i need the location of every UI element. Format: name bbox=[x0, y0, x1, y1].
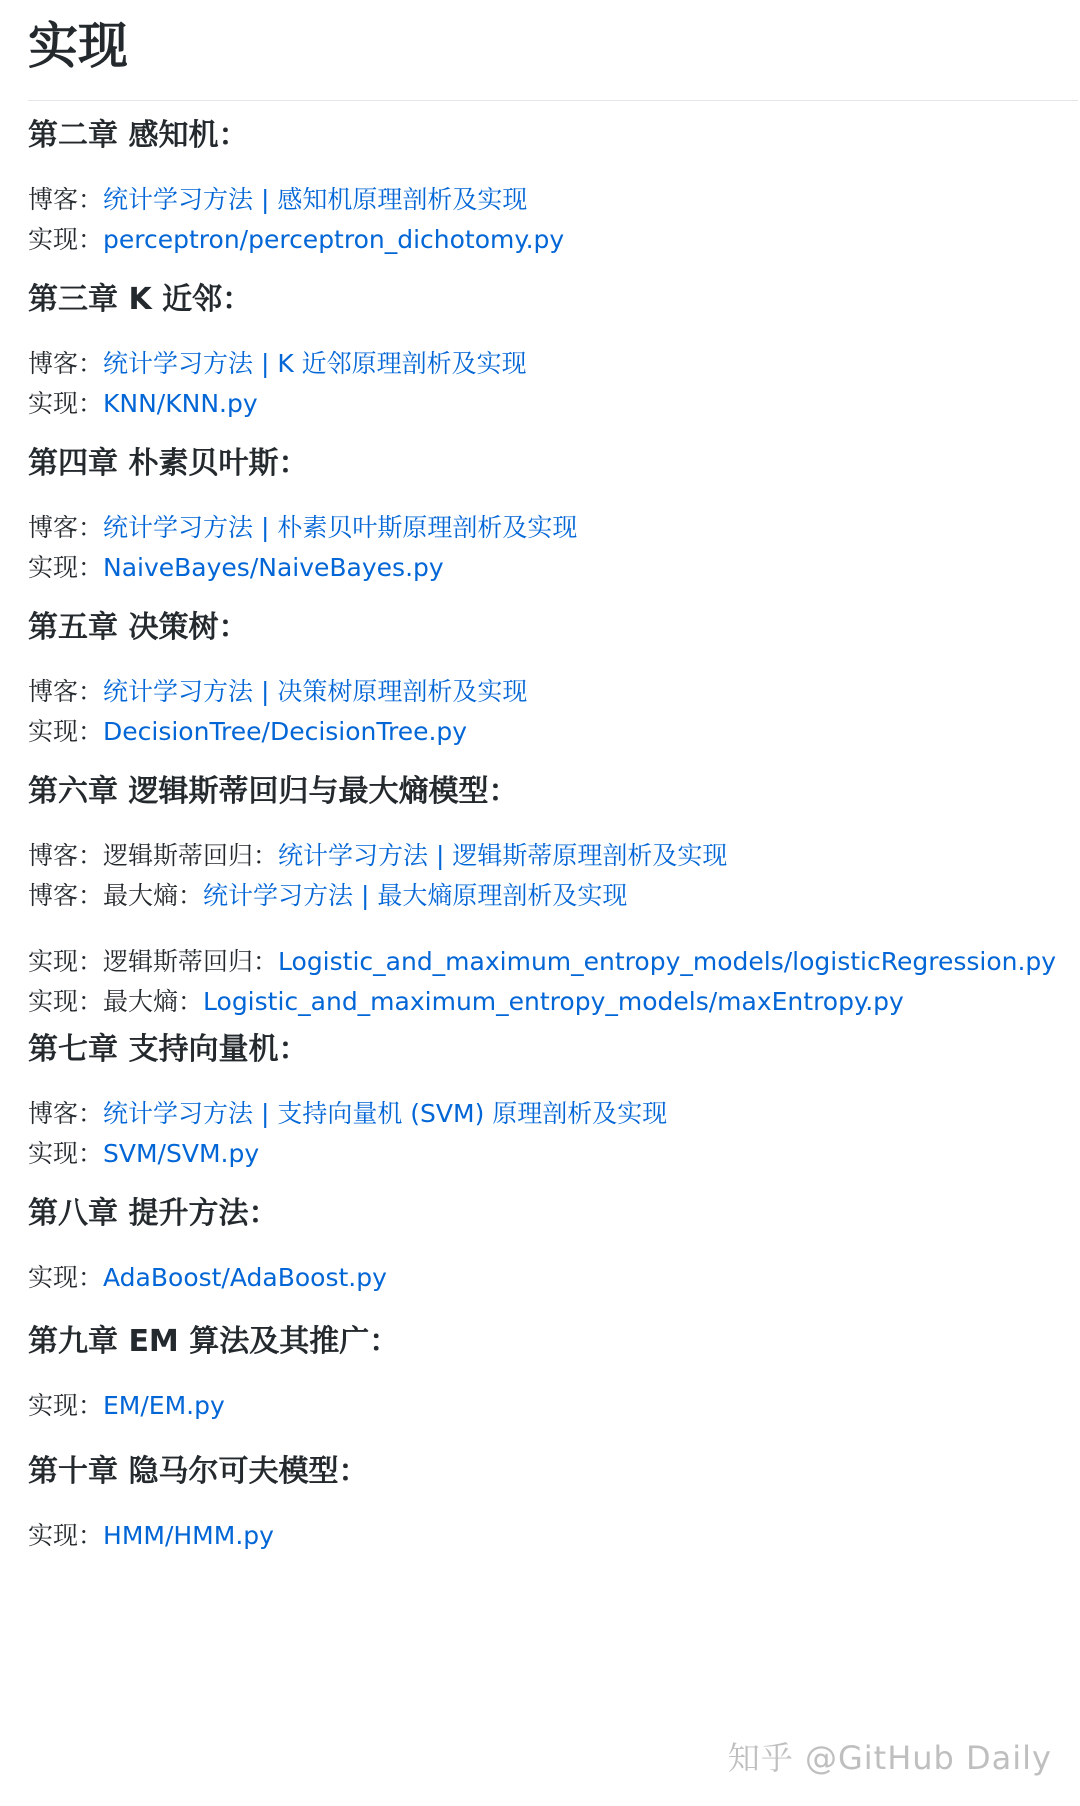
chapter-link[interactable]: perceptron/perceptron_dichotomy.py bbox=[103, 225, 565, 254]
row-sub-label: 逻辑斯蒂回归： bbox=[103, 841, 279, 870]
chapter-row bbox=[28, 672, 527, 712]
chapter-heading: 第四章 朴素贝叶斯： bbox=[28, 446, 309, 481]
chapter-link[interactable]: 统计学习方法 | 朴素贝叶斯原理剖析及实现 bbox=[103, 513, 578, 542]
chapter-link-group bbox=[28, 1386, 399, 1426]
chapter-link[interactable]: 统计学习方法 | 逻辑斯蒂原理剖析及实现 bbox=[278, 841, 728, 870]
row-prefix-label: 实现： bbox=[28, 1139, 104, 1168]
chapter-link[interactable]: 统计学习方法 | K 近邻原理剖析及实现 bbox=[103, 349, 527, 378]
chapter-link-group bbox=[28, 508, 577, 588]
chapter-row bbox=[28, 220, 564, 260]
chapter-link-group bbox=[28, 344, 527, 424]
row-prefix-label: 实现： bbox=[28, 1521, 104, 1550]
chapter-row bbox=[28, 548, 577, 588]
chapter-row bbox=[28, 384, 527, 424]
row-prefix-label: 博客： bbox=[28, 513, 104, 542]
row-prefix-label: 博客： bbox=[28, 185, 104, 214]
row-prefix-label: 实现： bbox=[28, 225, 104, 254]
row-prefix-label: 实现： bbox=[28, 987, 104, 1016]
chapter-link[interactable]: AdaBoost/AdaBoost.py bbox=[103, 1263, 387, 1292]
row-prefix-label: 博客： bbox=[28, 881, 104, 910]
row-prefix-label: 实现： bbox=[28, 553, 104, 582]
watermark: 知乎 @GitHub Daily bbox=[727, 1739, 1052, 1777]
chapter-section bbox=[28, 1030, 667, 1174]
chapter-section bbox=[28, 444, 577, 588]
chapter-link[interactable]: EM/EM.py bbox=[103, 1391, 225, 1420]
chapter-row bbox=[28, 942, 1056, 982]
chapter-link-group bbox=[28, 1258, 387, 1298]
row-prefix-label: 实现： bbox=[28, 389, 104, 418]
row-prefix-label: 实现： bbox=[28, 1263, 104, 1292]
chapter-link[interactable]: KNN/KNN.py bbox=[103, 389, 258, 418]
chapter-heading: 第六章 逻辑斯蒂回归与最大熵模型： bbox=[28, 774, 519, 809]
chapter-link[interactable]: DecisionTree/DecisionTree.py bbox=[103, 717, 468, 746]
chapter-section bbox=[28, 1452, 368, 1556]
chapter-section bbox=[28, 116, 564, 260]
chapter-link[interactable]: HMM/HMM.py bbox=[103, 1521, 274, 1550]
chapter-link[interactable]: 统计学习方法 | 感知机原理剖析及实现 bbox=[103, 185, 528, 214]
chapter-row bbox=[28, 876, 1056, 916]
row-prefix-label: 博客： bbox=[28, 677, 104, 706]
row-prefix-label: 博客： bbox=[28, 841, 104, 870]
chapter-row bbox=[28, 344, 527, 384]
chapter-row bbox=[28, 1094, 667, 1134]
chapter-link-group bbox=[28, 942, 1056, 1022]
chapter-section bbox=[28, 1322, 399, 1426]
chapter-heading: 第八章 提升方法： bbox=[28, 1196, 279, 1231]
chapter-row bbox=[28, 712, 527, 752]
chapter-row bbox=[28, 508, 577, 548]
row-sub-label: 最大熵： bbox=[103, 987, 204, 1016]
chapter-row bbox=[28, 1134, 667, 1174]
chapter-link-group bbox=[28, 1094, 667, 1174]
chapter-link[interactable]: 统计学习方法 | 最大熵原理剖析及实现 bbox=[203, 881, 628, 910]
chapter-section bbox=[28, 608, 527, 752]
chapter-heading: 第十章 隐马尔可夫模型： bbox=[28, 1454, 369, 1489]
chapter-section bbox=[28, 280, 527, 424]
chapter-row bbox=[28, 836, 1056, 876]
chapter-link-group bbox=[28, 672, 527, 752]
row-prefix-label: 实现： bbox=[28, 1391, 104, 1420]
chapter-link[interactable]: NaiveBayes/NaiveBayes.py bbox=[103, 553, 444, 582]
chapter-row bbox=[28, 1258, 387, 1298]
readme-content bbox=[28, 0, 1080, 1550]
row-prefix-label: 博客： bbox=[28, 349, 104, 378]
row-sub-label: 最大熵： bbox=[103, 881, 204, 910]
chapter-row bbox=[28, 180, 564, 220]
row-prefix-label: 实现： bbox=[28, 717, 104, 746]
chapter-link[interactable]: SVM/SVM.py bbox=[103, 1139, 260, 1168]
chapter-link[interactable]: Logistic_and_maximum_entropy_models/logisticRegression.py bbox=[278, 947, 1057, 976]
title-divider bbox=[28, 100, 1078, 101]
chapter-row bbox=[28, 1516, 368, 1556]
chapter-heading: 第五章 决策树： bbox=[28, 610, 249, 645]
chapter-section bbox=[28, 772, 1056, 1022]
chapter-link-group bbox=[28, 836, 1056, 916]
row-sub-label: 逻辑斯蒂回归： bbox=[103, 947, 279, 976]
chapter-heading: 第七章 支持向量机： bbox=[28, 1032, 309, 1067]
chapter-row bbox=[28, 982, 1056, 1022]
chapter-link[interactable]: 统计学习方法 | 决策树原理剖析及实现 bbox=[103, 677, 528, 706]
chapter-heading: 第二章 感知机： bbox=[28, 118, 249, 153]
chapter-link-group bbox=[28, 1516, 368, 1556]
row-prefix-label: 实现： bbox=[28, 947, 104, 976]
row-prefix-label: 博客： bbox=[28, 1099, 104, 1128]
chapter-section bbox=[28, 1194, 387, 1298]
chapter-link[interactable]: 统计学习方法 | 支持向量机 (SVM) 原理剖析及实现 bbox=[103, 1099, 668, 1128]
chapter-link-group bbox=[28, 180, 564, 260]
chapter-heading: 第三章 K 近邻： bbox=[28, 282, 253, 317]
chapter-row bbox=[28, 1386, 399, 1426]
page-title: 实现 bbox=[28, 17, 128, 75]
chapter-heading: 第九章 EM 算法及其推广： bbox=[28, 1324, 400, 1359]
chapter-link[interactable]: Logistic_and_maximum_entropy_models/maxEntropy.py bbox=[203, 987, 904, 1016]
